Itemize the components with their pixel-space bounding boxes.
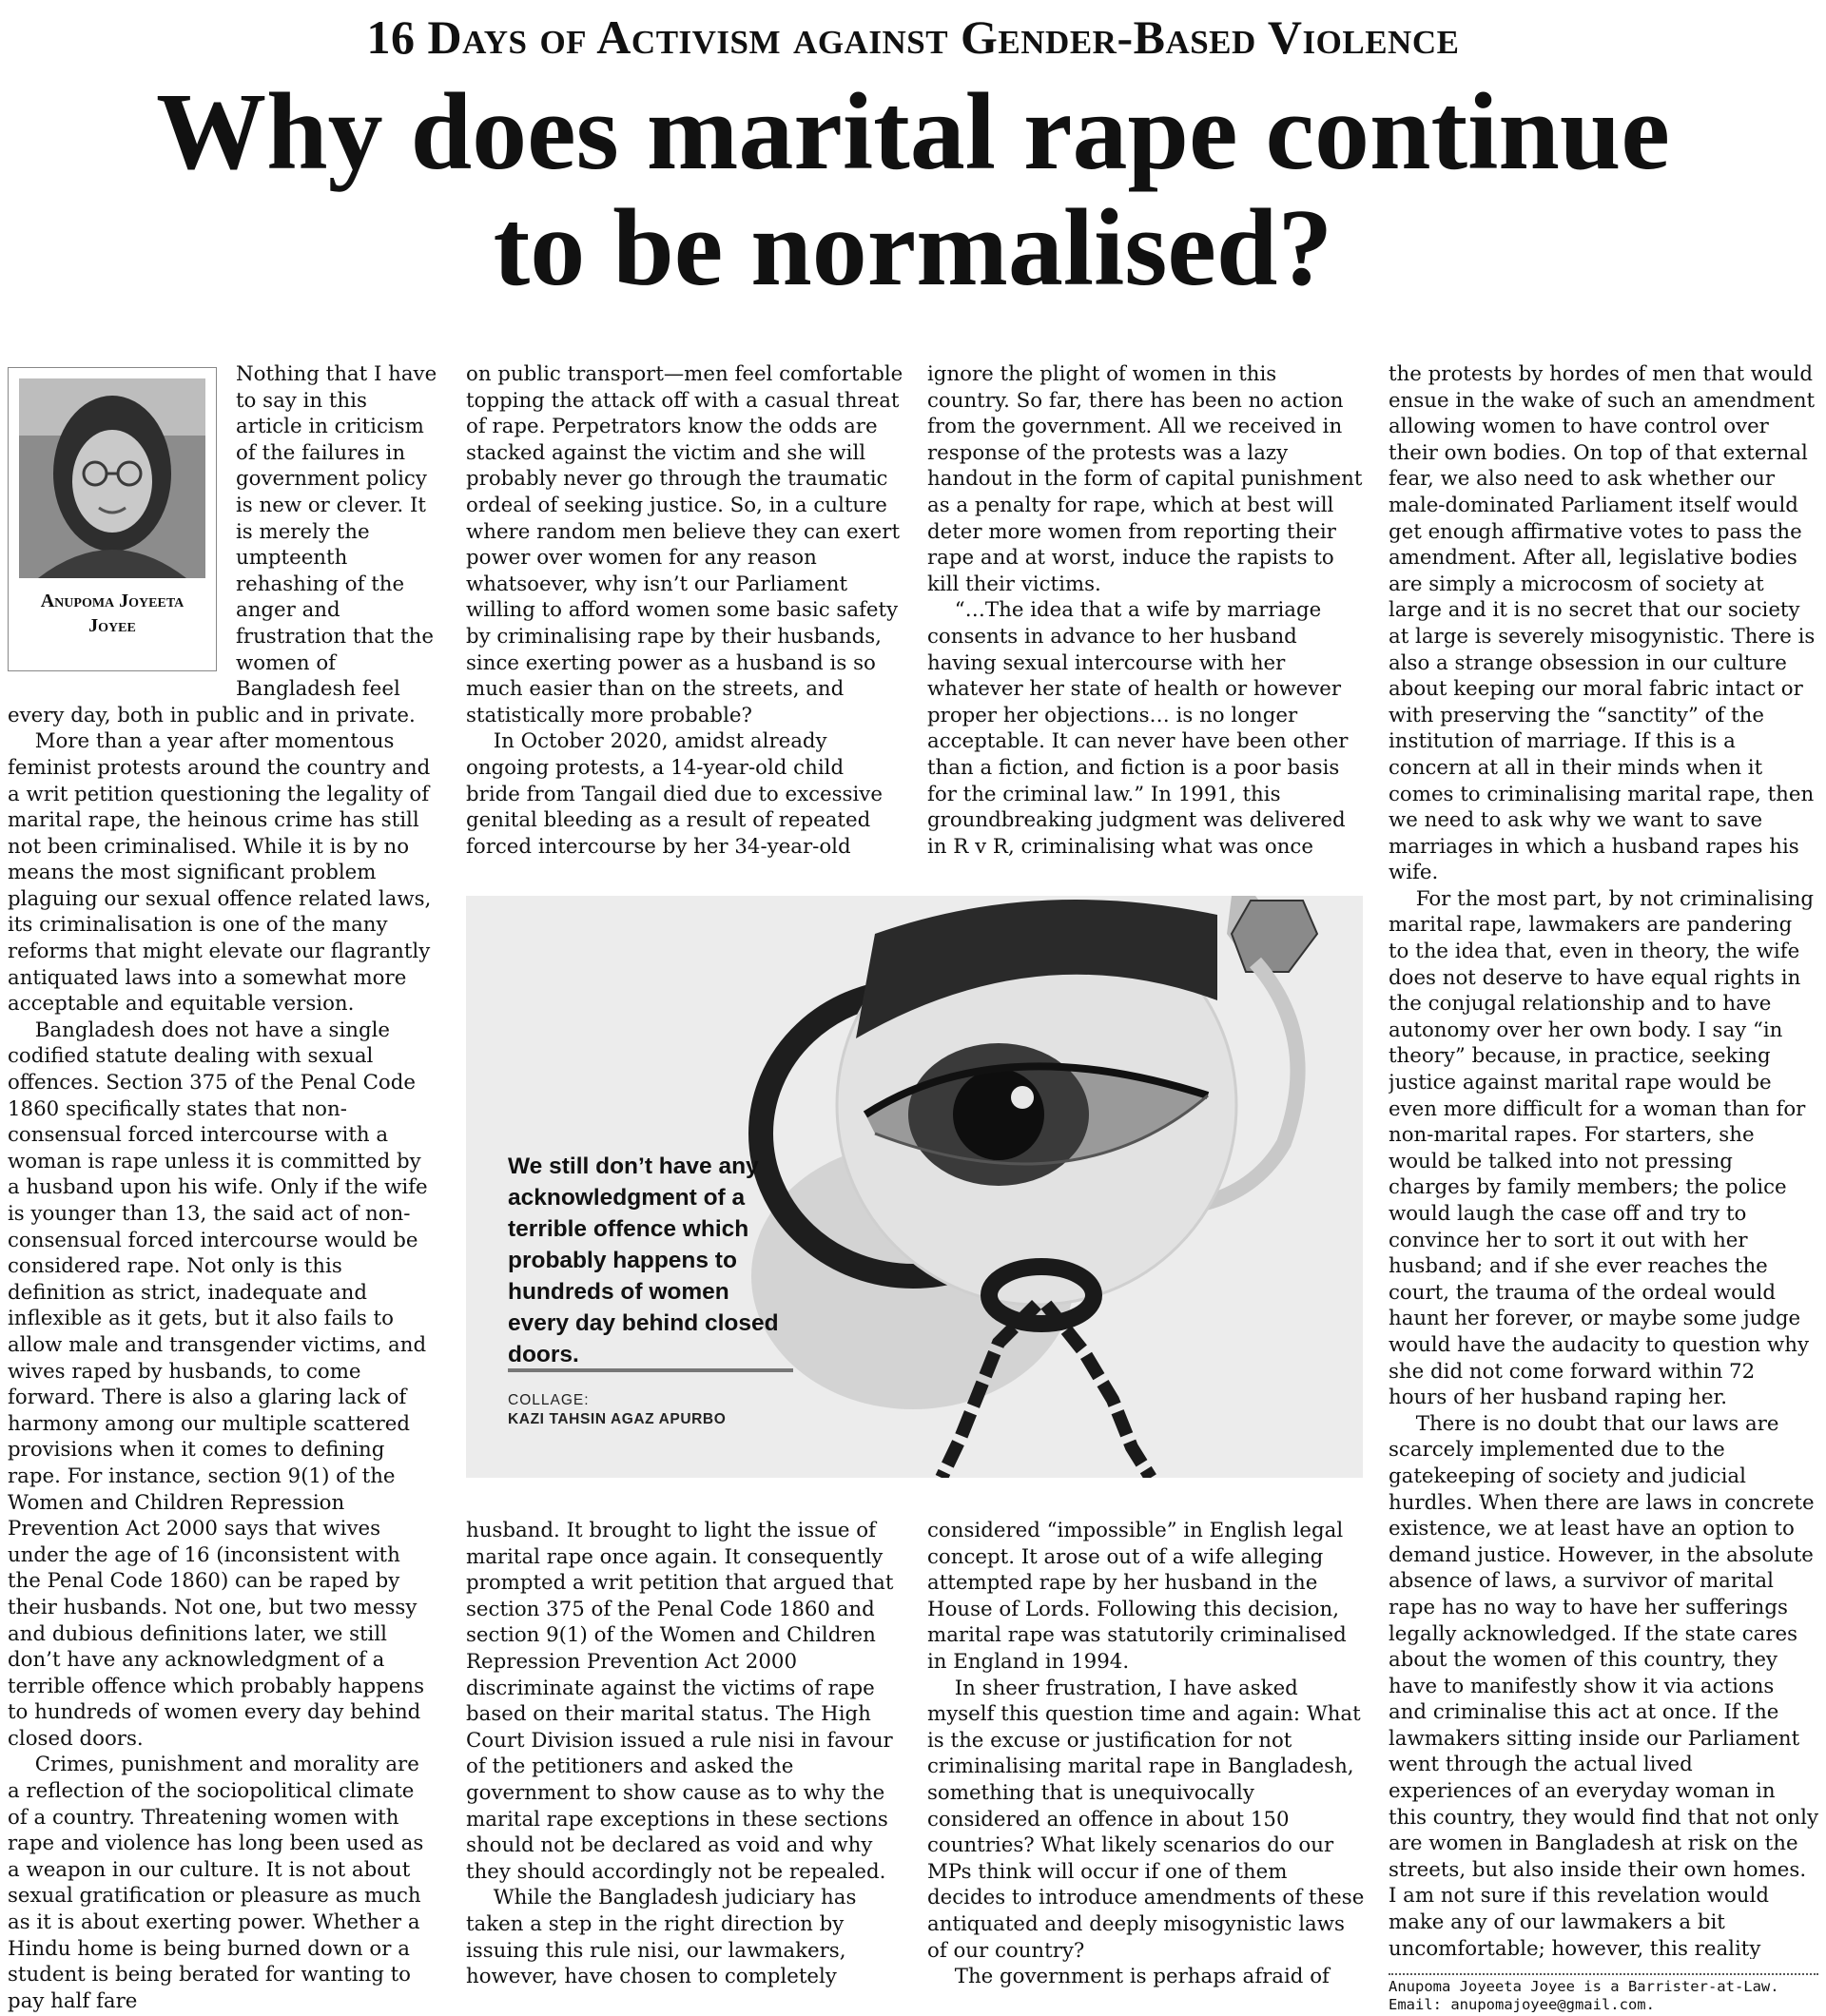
author-email: Email: anupomajoyee@gmail.com. bbox=[1389, 1996, 1655, 2013]
paragraph: considered “impossible” in English legal concept. It arose out of a wife alleging attempted rape by her husband in the House of Lords. Following this decision, marital rape was statutorily criminalised in England in 1994. bbox=[927, 1519, 1347, 1674]
paragraph: the protests by hordes of men that would ensue in the wake of such an amendment allowing women to have control over their own bodies. On top of that external fear, we also need to ask whether our male-dominated Parliament itself would get enough affirmative votes to pass the amendment. After all, legislative bodies are simply a microcosm of society at large and it is no secret that our society at large is severely misogynistic. There is also a strange obsession in our culture about keeping our moral fabric intact or with preserving the “sanctity” of the institution of marriage. If this is a concern at all in their minds when it comes to criminalising marital rape, then we need to ask why we want to save marriages in which a husband rapes his wife. bbox=[1389, 362, 1816, 885]
paragraph: More than a year after momentous feminist protests around the country and a writ petition questioning the legality of marital rape, the heinous crime has still not been criminalised. While it is by no means the most significant problem plaguing our sexual offence related laws, its criminalisation is one of the many reforms that might elevate our flagrantly antiquated laws into a somewhat more acceptable and equitable version. bbox=[8, 729, 432, 1017]
article-column-2-bottom bbox=[466, 1518, 903, 2012]
paragraph: “…The idea that a wife by marriage consents in advance to her husband having sexual intercourse with her whatever her state of health or however proper her objections… is no longer acceptable. It can never have been other than a fiction, and fiction is a poor basis for the criminal law.” In 1991, this groundbreaking judgment was delivered in R v R, criminalising what was once bbox=[927, 598, 1349, 858]
collage-credit-name: KAZI TAHSIN AGAZ APURBO bbox=[508, 1411, 727, 1427]
paragraph: Nothing that I have to say in this article in criticism of the failures in government policy is new or clever. It is merely the umpteenth rehashing of the anger and frustration that the women of Bangladesh feel every day, both in public and in private. bbox=[8, 362, 437, 727]
article-column-3-top bbox=[927, 361, 1365, 858]
paragraph: In sheer frustration, I have asked myself this question time and again: What is the excuse or justification for not criminalising marital rape in Bangladesh, something that is unequivocally considered an offence in about 150 countries? What likely scenarios do our MPs think will occur if one of them decides to introduce amendments of these antiquated and deeply misogynistic laws of our country? bbox=[927, 1676, 1365, 1963]
author-photo-box bbox=[8, 367, 217, 671]
author-name-line-2: Joyee bbox=[88, 615, 136, 636]
collage-credit-label: COLLAGE: bbox=[508, 1392, 590, 1408]
article-column-4 bbox=[1389, 361, 1818, 1959]
section-kicker: 16 Days of Activism against Gender-Based Violence bbox=[366, 10, 1460, 64]
article-column-3-bottom bbox=[927, 1518, 1365, 2012]
paragraph: For the most part, by not criminalising marital rape, lawmakers are pandering to the idea that, even in theory, the wife does not deserve to have equal rights in the conjugal relationship and to have autonomy over her own body. I say “in theory” because, in practice, seeking justice against marital rape would be even more difficult for a woman than for non-marital rapes. For starters, she would be talked into not pressing charges by family members; the police would laugh the case off and try to convince her to sort it out with her husband; and if she ever reaches the court, the trauma of the ordeal would haunt her forever, or maybe some judge would have the audacity to question why she did not come forward within 72 hours of her husband raping her. bbox=[1389, 886, 1815, 1410]
pull-quote-divider bbox=[508, 1368, 793, 1372]
headline-line-1: Why does marital rape continue bbox=[156, 71, 1670, 193]
paragraph: on public transport—men feel comfortable topping the attack off with a casual threat of rape. Perpetrators know the odds are stacked against the victim and she will probably never go through the traumatic ordeal of seeking justice. So, in a culture where random men believe they can exert power over women for any reason whatsoever, why isn’t our Parliament willing to afford women some basic safety by criminalising rape by their husbands, since exerting power as a husband is so much easier than on the streets, and statistically more probable? bbox=[466, 362, 903, 727]
author-photo bbox=[19, 378, 205, 578]
pull-quote: We still don’t have any acknowledgment of a terrible offence which probably happens to hundreds of women every day behind closed doors. bbox=[508, 1153, 779, 1367]
bio-divider bbox=[1389, 1973, 1818, 1975]
paragraph: Bangladesh does not have a single codified statute dealing with sexual offences. Section 375 of the Penal Code 1860 specifically states that non-consensual forced intercourse with a woman is rape unless it is committed by a husband upon his wife. Only if the wife is younger than 13, the said act of non-consensual forced intercourse would be considered rape. Not only is this definition as strict, inadequate and inflexible as it gets, but it also fails to allow male and transgender victims, and wives raped by husbands, to come forward. There is also a glaring lack of harmony among our multiple scattered provisions when it comes to defining rape. For instance, section 9(1) of the Women and Children Repression Prevention Act 2000 says that wives under the age of 16 (inconsistent with the Penal Code 1860) can be raped by their husbands. Not one, but two messy and dubious definitions later, we still don’t have any acknowledgment of a terrible offence which probably happens to hundreds of women every day behind closed doors. bbox=[8, 1018, 428, 1751]
author-bio bbox=[1389, 1978, 1818, 2014]
paragraph: In October 2020, amidst already ongoing protests, a 14-year-old child bride from Tangail died due to excessive genital bleeding as a result of repeated forced intercourse by her 34-year-old bbox=[466, 729, 883, 858]
author-byline bbox=[9, 589, 216, 638]
paragraph: There is no doubt that our laws are scarcely implemented due to the gatekeeping of society and judicial hurdles. When there are laws in concrete existence, we at least have an option to demand justice. However, in the absolute absence of laws, a survivor of marital rape has no way to have her sufferings legally acknowledged. If the state cares about the women of this country, they have to manifestly show it via actions and criminalise this act at once. If the lawmakers sitting inside our Parliament went through the actual lived experiences of an everyday woman in this country, they would find that not only are women in Bangladesh at risk on the streets, but also inside their own homes. I am not sure if this revelation would make any of our lawmakers a bit uncomfortable; however, this reality bbox=[1389, 1411, 1818, 1959]
collage-illustration bbox=[466, 896, 1363, 1478]
paragraph: Crimes, punishment and morality are a reflection of the sociopolitical climate of a country. Threatening women with rape and violence has long been used as a weapon in our culture. It is not about sexual gratification or pleasure as much as it is about exerting power. Whether a Hindu home is being burned down or a student is being berated for wanting to pay half fare bbox=[8, 1753, 424, 2013]
article-column-2-top bbox=[466, 361, 903, 858]
headline bbox=[19, 71, 1807, 309]
article-column-1 bbox=[8, 361, 437, 2016]
author-name-line-1: Anupoma Joyeeta bbox=[40, 591, 185, 611]
paragraph: husband. It brought to light the issue of marital rape once again. It consequently prompted a writ petition that argued that section 375 of the Penal Code 1860 and section 9(1) of the Women and Children Repression Prevention Act 2000 discriminate against the victims of rape based on their marital status. The High Court Division issued a rule nisi in favour of the petitioners and asked the government to show cause as to why the marital rape exceptions in these sections should not be declared as void and why they should accordingly not be repealed. bbox=[466, 1519, 894, 1884]
paragraph: While the Bangladesh judiciary has taken a step in the right direction by issuing this rule nisi, our lawmakers, however, have chosen to completely bbox=[466, 1886, 857, 1989]
author-bio-line: Anupoma Joyeeta Joyee is a Barrister-at-Law. bbox=[1389, 1978, 1779, 1995]
headline-line-2: to be normalised? bbox=[493, 187, 1333, 309]
paragraph: ignore the plight of women in this country. So far, there has been no action from the government. All we received in response of the protests was a lazy handout in the form of capital punishment as a penalty for rape, which at best will deter more women from reporting their rape and at worst, induce the rapists to kill their victims. bbox=[927, 362, 1363, 596]
paragraph: The government is perhaps afraid of bbox=[954, 1965, 1330, 1989]
